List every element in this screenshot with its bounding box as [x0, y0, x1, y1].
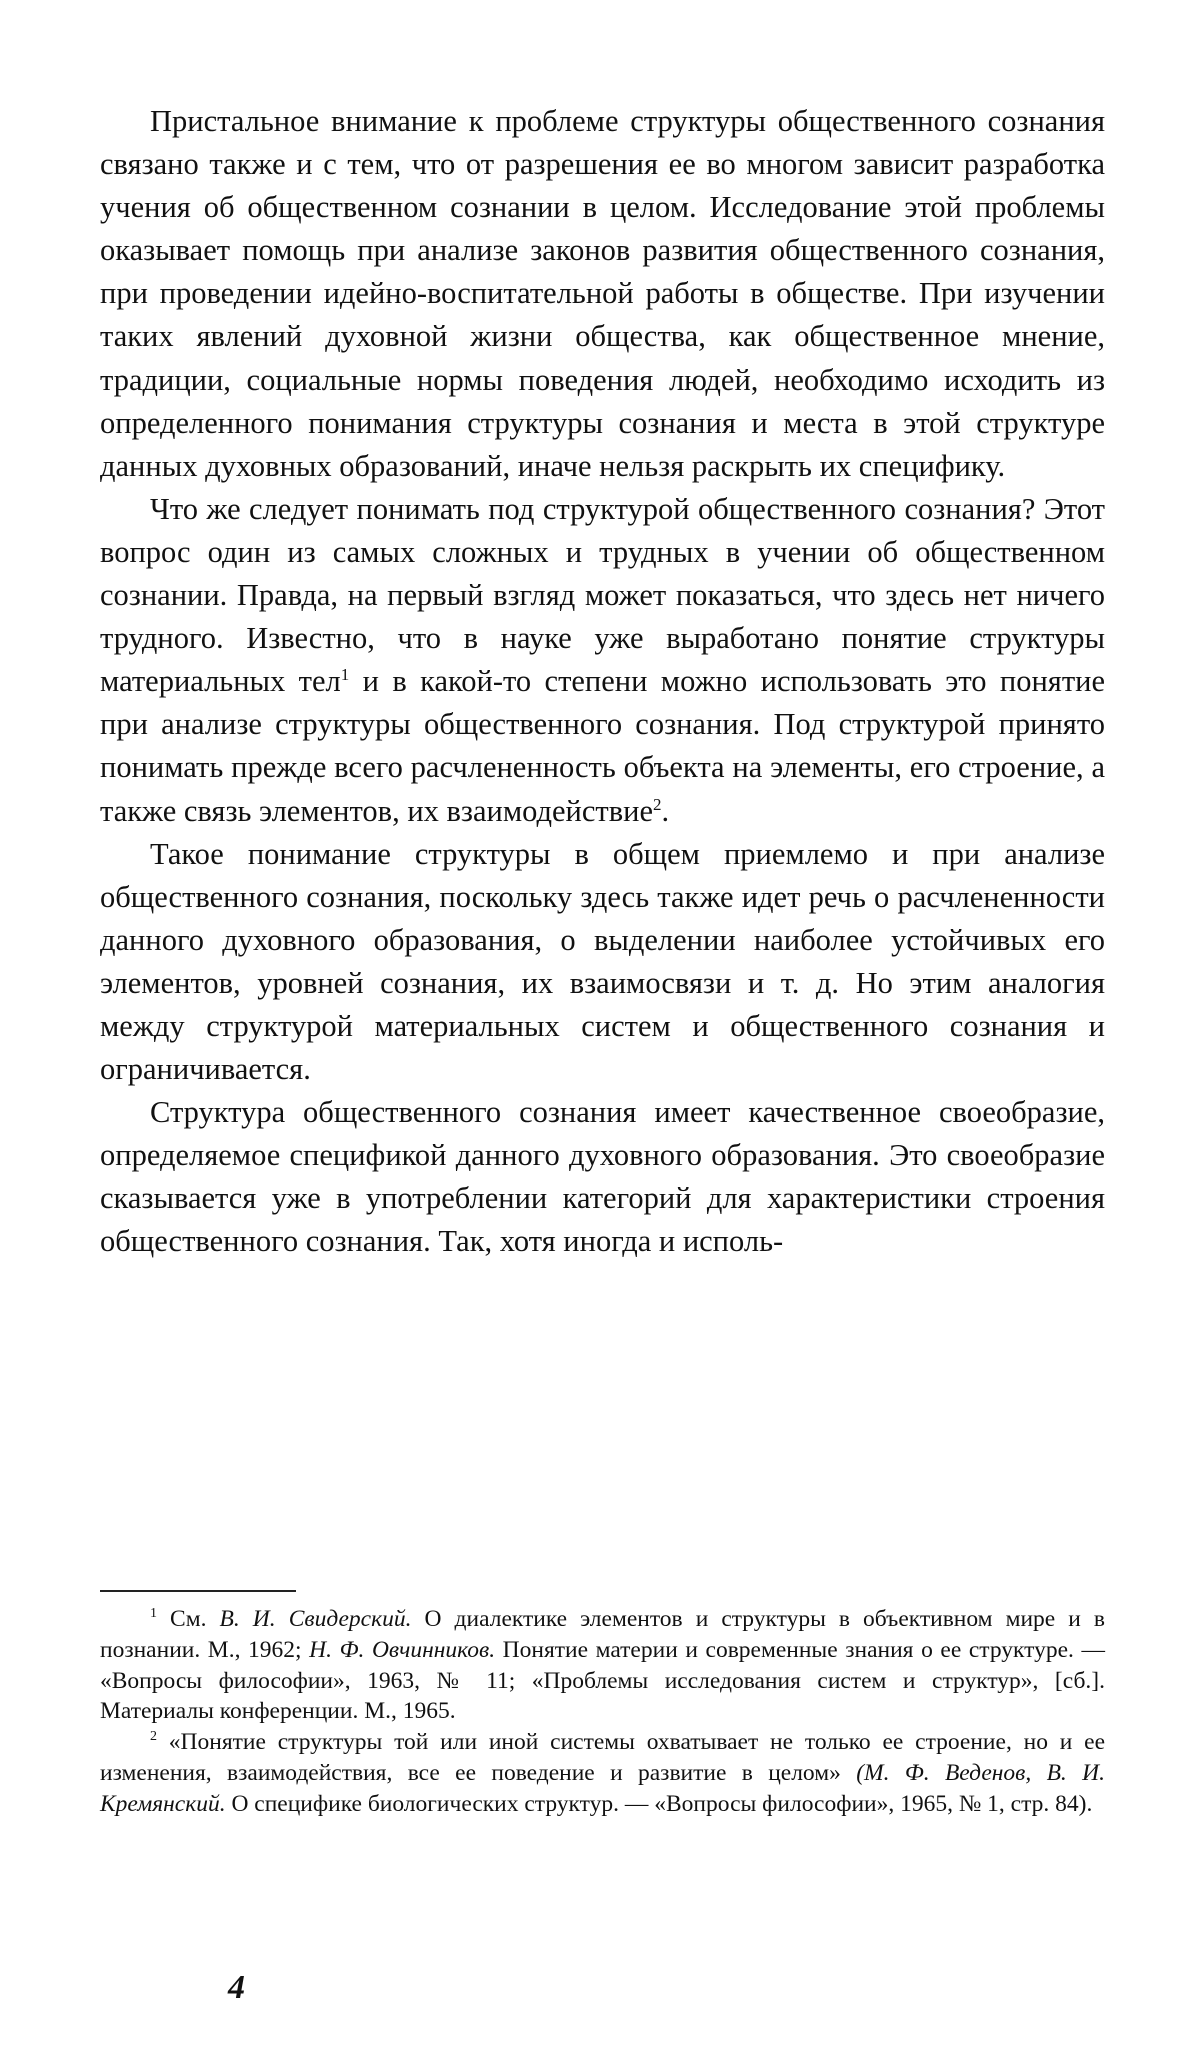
paragraph-2-part-2: и в какой-то степени можно использовать это понятие при анализе структуры общественного сознания. Под структурой принято понимать прежде всего расчлененность объекта на элементы, его строение, а также связь элементов, их взаимодействие	[100, 664, 1106, 828]
footnote-1-author-2: Н. Ф. Овчинников.	[309, 1636, 496, 1663]
footnote-1-prefix: См.	[157, 1606, 220, 1632]
footnote-1	[100, 1604, 1105, 1727]
footnote-separator	[100, 1590, 296, 1592]
footnote-2-text-2: О специфике биологических структур. — «Вопросы философии», 1965, № 1, стр. 84).	[225, 1790, 1093, 1817]
main-text	[100, 100, 1105, 1264]
paragraph-2-part-1: Что же следует понимать под структурой общественного сознания? Этот вопрос один из самых сложных и трудных в учении об общественном сознании. Правда, на первый взгляд может показаться, что здесь нет ничего трудного. Известно, что в науке уже выработано понятие структуры материальных тел	[100, 491, 1105, 699]
footnote-1-author-1: В. И. Свидерский.	[219, 1606, 412, 1632]
footnote-2-authors: (М. Ф. Веденов, В. И. Кремянский.	[100, 1759, 1105, 1817]
paragraph-1: Пристальное внимание к проблеме структуры общественного сознания связано также и с тем, что от разрешения ее во многом зависит разработка учения об общественном сознании в целом. Исследование этой проблемы оказывает помощь при анализе законов развития общественного сознания, при проведении идейно-воспитательной работы в обществе. При изучении таких явлений духовной жизни общества, как общественное мнение, традиции, социальные нормы поведения людей, необходимо исходить из определенного понимания структуры сознания и места в этой структуре данных духовных образований, иначе нельзя раскрыть их специфику.	[100, 104, 1105, 483]
paragraph-2-part-3: .	[661, 793, 670, 828]
footnote-1-text-2: Понятие материи и современные знания о ее структуре. — «Вопросы философии», 1963, № 11; «Проблемы исследования систем и структур», [сб.]. Материалы конференции. М., 1965.	[100, 1636, 1105, 1725]
footnotes	[100, 1604, 1105, 1820]
footnote-1-mark: 1	[150, 1606, 157, 1622]
page-number: 4	[228, 1969, 245, 2006]
paragraph-2	[100, 488, 1105, 833]
footnote-1-text-1: О диалектике элементов и структуры в объективном мире и в познании. М., 1962;	[100, 1606, 1106, 1663]
paragraph-4: Структура общественного сознания имеет качественное своеобразие, определяемое спецификой данного духовного образования. Это своеобразие сказывается уже в употреблении категорий для характеристики строения общественного сознания. Так, хотя иногда и исполь-	[100, 1095, 1105, 1259]
footnote-2-text-1: «Понятие структуры той или иной системы охватывает не только ее строение, но и ее изменения, взаимодействия, все ее поведение и развитие в целом»	[100, 1729, 1105, 1786]
footnote-ref-2: 2	[653, 794, 662, 814]
footnote-2-mark: 2	[150, 1729, 157, 1745]
paragraph-3: Такое понимание структуры в общем приемлемо и при анализе общественного сознания, поскольку здесь также идет речь о расчлененности данного духовного образования, о выделении наиболее устойчивых его элементов, уровней сознания, их взаимосвязи и т. д. Но этим аналогия между структурой материальных систем и общественного сознания и ограничивается.	[100, 836, 1105, 1087]
footnote-2	[100, 1727, 1105, 1819]
footnote-ref-1: 1	[340, 665, 350, 685]
